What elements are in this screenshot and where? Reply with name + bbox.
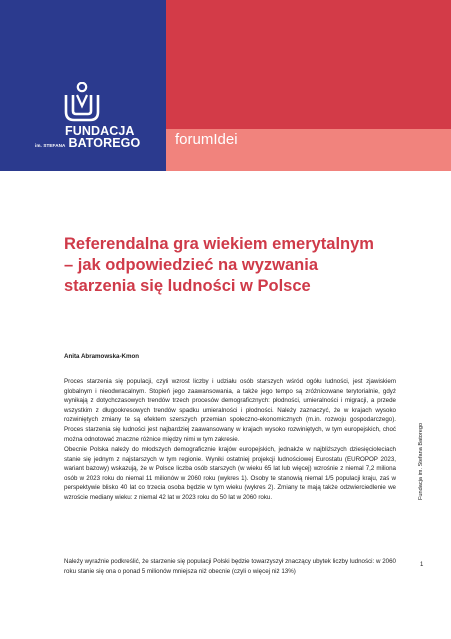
side-label (418, 370, 428, 500)
fundacja-batorego-logo-icon (63, 82, 101, 122)
logo-name-line1: FUNDACJA (65, 124, 135, 138)
logo-name-prefix: im. STEFANA (35, 143, 66, 148)
series-label: forumIdei (175, 131, 238, 148)
body-paragraph-1: Proces starzenia się populacji, czyli wzrost liczby i udziału osób starszych wśród ogółu ludności, jest zjawiskiem globalnym i nieodwracalnym. Stopień jego zaawansowania, a także jego tempo są zróżnicowane terytorialnie, gdyż wynikają z dotychczasowych trendów trzech procesów demograficznych: płodności, umieralności i migracji, a przede wszystkim z długookresowych trendów spadku umieralności i płodności. Należy zaznaczyć, że w krajach wysoko rozwiniętych zmiany te są efektem szerszych przemian społeczno-ekonomicznych (m.in. rozwoju gospodarczego). Proces starzenia się ludności jest najbardziej zaawansowany w krajach wysoko rozwiniętych, w tym europejskich, choć można odnotować znaczne różnice między nimi w tym zakresie. (64, 378, 396, 443)
side-label-text: Fundacja im. Stefana Batorego (418, 422, 424, 500)
logo-wordmark (35, 124, 165, 150)
logo-name-line2: BATOREGO (68, 136, 141, 150)
body-paragraph-2: Obecnie Polska należy do młodszych demograficznie krajów europejskich, jednakże w najbliższych dziesięcioleciach stanie się jednym z najstarszych w tym regionie. Wyniki ostatniej projekcji ludnościowej Eurostatu (EUROPOP 2023, wariant bazowy) wskazują, że w Polsce liczba osób starszych (w wieku 65 lat lub więcej) wzrośnie z niemal 7,2 miliona osób w 2023 roku do niemal 11 milionów w 2060 roku (wykres 1). Osoby te stanowią niemal 1/5 populacji kraju, zaś w perspektywie blisko 40 lat co trzecia osoba będzie w tym wieku (wykres 2). Zmiany te mają także odzwierciedlenie we wzroście mediany wieku: z niemal 42 lat w 2023 roku do 50 lat w 2060 roku. (64, 446, 396, 501)
body-paragraph-3: Należy wyraźnie podkreślić, że starzenie się populacji Polski będzie towarzyszył znaczący ubytek liczby ludności: w 2060 roku stanie się ona o ponad 5 milionów mniejsza niż obecnie (czyli o więcej niż 13%) (64, 558, 396, 575)
author-name: Anita Abramowska-Kmon (64, 353, 140, 360)
document-title: Referendalna gra wiekiem emerytalnym – jak odpowiedzieć na wyzwania starzenia się ludności w Polsce (64, 235, 374, 295)
page-number: 1 (420, 562, 424, 568)
